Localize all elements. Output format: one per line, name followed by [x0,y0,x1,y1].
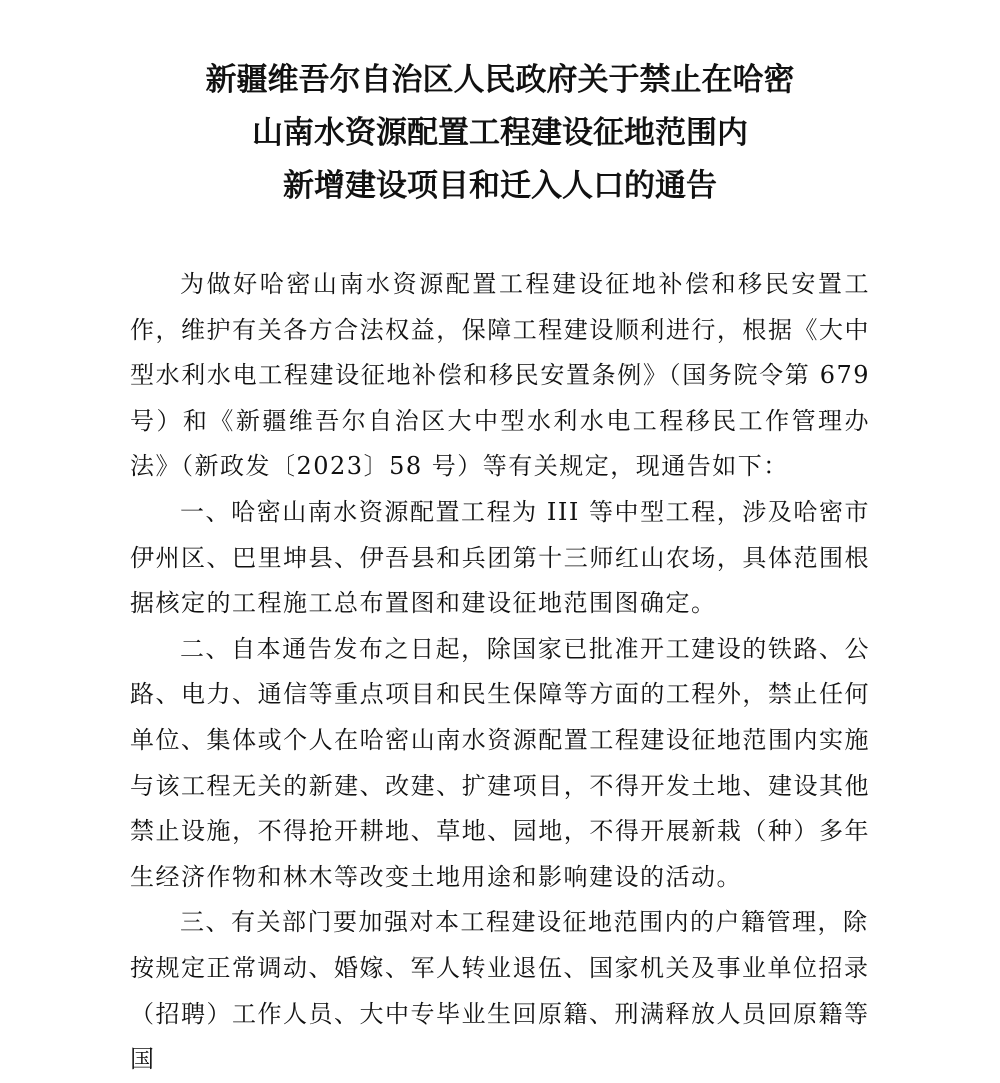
title-line-1: 新疆维吾尔自治区人民政府关于禁止在哈密 [205,62,795,98]
title-line-2: 山南水资源配置工程建设征地范围内 [252,115,748,151]
title-line-3: 新增建设项目和迁入人口的通告 [283,168,717,204]
paragraph-item-1: 一、哈密山南水资源配置工程为 III 等中型工程，涉及哈密市伊州区、巴里坤县、伊吾县和兵团第十三师红山农场，具体范围根据核定的工程施工总布置图和建设征地范围图确定。 [130,497,870,618]
paragraph-intro: 为做好哈密山南水资源配置工程建设征地补偿和移民安置工作，维护有关各方合法权益，保障工程建设顺利进行，根据《大中型水利水电工程建设征地补偿和移民安置条例》（国务院令第 679 号）和《新疆维吾尔自治区大中型水利水电工程移民工作管理办法》（新政发〔2023〕58 号）等有关规定，现通告如下： [130,270,870,481]
document-body [130,262,870,1083]
paragraph-item-2: 二、自本通告发布之日起，除国家已批准开工建设的铁路、公路、电力、通信等重点项目和民生保障等方面的工程外，禁止任何单位、集体或个人在哈密山南水资源配置工程建设征地范围内实施与该工程无关的新建、改建、扩建项目，不得开发土地、建设其他禁止设施，不得抢开耕地、草地、园地，不得开展新栽（种）多年生经济作物和林木等改变土地用途和影响建设的活动。 [130,634,870,891]
paragraph-item-3: 三、有关部门要加强对本工程建设征地范围内的户籍管理，除按规定正常调动、婚嫁、军人转业退伍、国家机关及事业单位招录（招聘）工作人员、大中专毕业生回原籍、刑满释放人员回原籍等国 [130,908,870,1074]
document-title [100,54,900,213]
